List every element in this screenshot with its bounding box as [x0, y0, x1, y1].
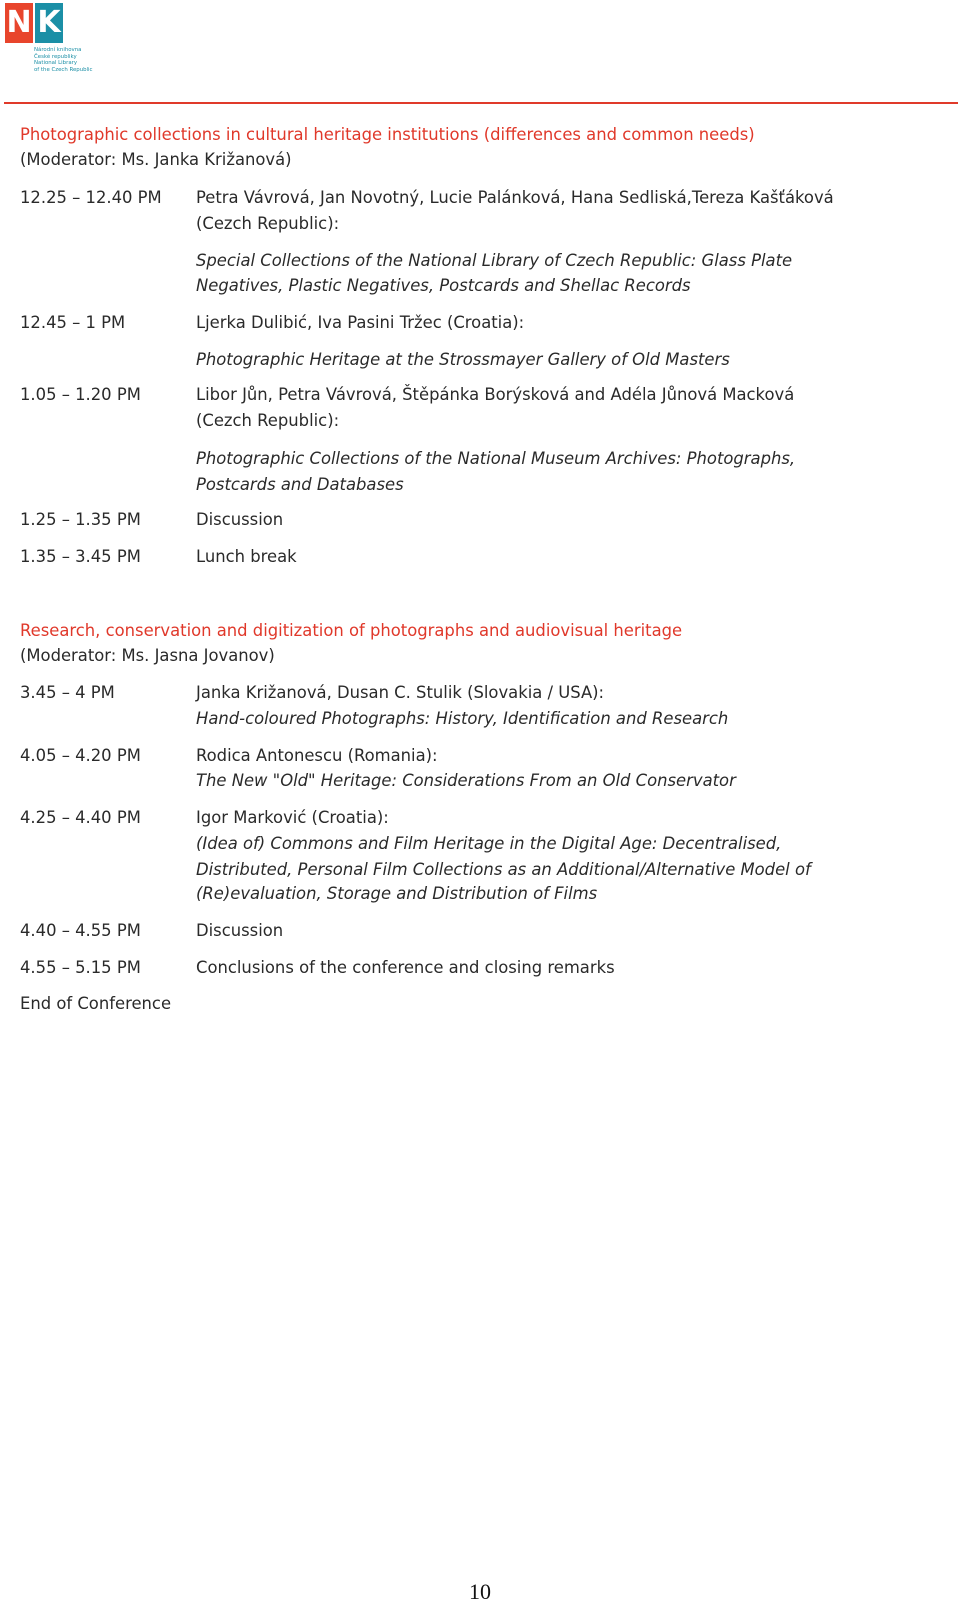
session-label: Discussion: [196, 921, 284, 940]
speakers: Libor Jůn, Petra Vávrová, Štěpánka Borýsková and Adéla Jůnová Macková: [196, 385, 795, 404]
speakers: Rodica Antonescu (Romania):: [196, 746, 438, 765]
session-label: Conclusions of the conference and closing remarks: [196, 958, 615, 977]
logo-n-block: N: [5, 3, 33, 43]
speakers: Ljerka Dulibić, Iva Pasini Tržec (Croatia):: [196, 313, 525, 332]
talk-title: Photographic Collections of the National Museum Archives: Photographs,: [196, 449, 796, 468]
session-time: 4.40 – 4.55 PM: [20, 921, 141, 940]
session-label: Discussion: [196, 510, 284, 529]
session-label: Lunch break: [196, 547, 297, 566]
moderator: (Moderator: Ms. Janka Križanová): [20, 150, 292, 169]
session-time: 3.45 – 4 PM: [20, 683, 115, 702]
session-time: 4.05 – 4.20 PM: [20, 746, 141, 765]
talk-title: Special Collections of the National Library of Czech Republic: Glass Plate: [196, 251, 793, 270]
moderator: (Moderator: Ms. Jasna Jovanov): [20, 646, 275, 665]
talk-title: (Idea of) Commons and Film Heritage in the Digital Age: Decentralised,: [196, 834, 782, 853]
nk-logo: [5, 3, 117, 87]
speakers: Janka Križanová, Dusan C. Stulik (Slovakia / USA):: [196, 683, 605, 702]
speakers: Igor Marković (Croatia):: [196, 808, 389, 827]
logo-k-block: K: [35, 3, 63, 43]
speakers-country: (Cezch Republic):: [196, 214, 340, 233]
end-of-conference: End of Conference: [20, 994, 172, 1013]
talk-title: Distributed, Personal Film Collections as an Additional/Alternative Model of: [196, 860, 811, 879]
section-title: Research, conservation and digitization of photographs and audiovisual heritage: [20, 621, 683, 640]
session-time: 1.25 – 1.35 PM: [20, 510, 141, 529]
speakers: Petra Vávrová, Jan Novotný, Lucie Palánková, Hana Sedliská,Tereza Kašťáková: [196, 188, 834, 207]
talk-title: Hand-coloured Photographs: History, Identification and Research: [196, 709, 729, 728]
page-number: 10: [469, 1579, 491, 1604]
talk-title: (Re)evaluation, Storage and Distribution of Films: [196, 884, 598, 903]
speakers-country: (Cezch Republic):: [196, 411, 340, 430]
session-time: 4.25 – 4.40 PM: [20, 808, 141, 827]
session-time: 12.45 – 1 PM: [20, 313, 126, 332]
session-time: 12.25 – 12.40 PM: [20, 188, 162, 207]
talk-title: Postcards and Databases: [196, 475, 404, 494]
talk-title: The New "Old" Heritage: Considerations From an Old Conservator: [196, 771, 736, 790]
session-time: 4.55 – 5.15 PM: [20, 958, 141, 977]
logo-text: Národní knihovna České republiky National Library of the Czech Republic: [34, 47, 93, 73]
session-time: 1.05 – 1.20 PM: [20, 385, 141, 404]
talk-title: Photographic Heritage at the Strossmayer Gallery of Old Masters: [196, 350, 730, 369]
talk-title: Negatives, Plastic Negatives, Postcards and Shellac Records: [196, 276, 691, 295]
section-title: Photographic collections in cultural heritage institutions (differences and common needs): [20, 125, 755, 144]
session-time: 1.35 – 3.45 PM: [20, 547, 141, 566]
header-rule: [4, 102, 958, 104]
